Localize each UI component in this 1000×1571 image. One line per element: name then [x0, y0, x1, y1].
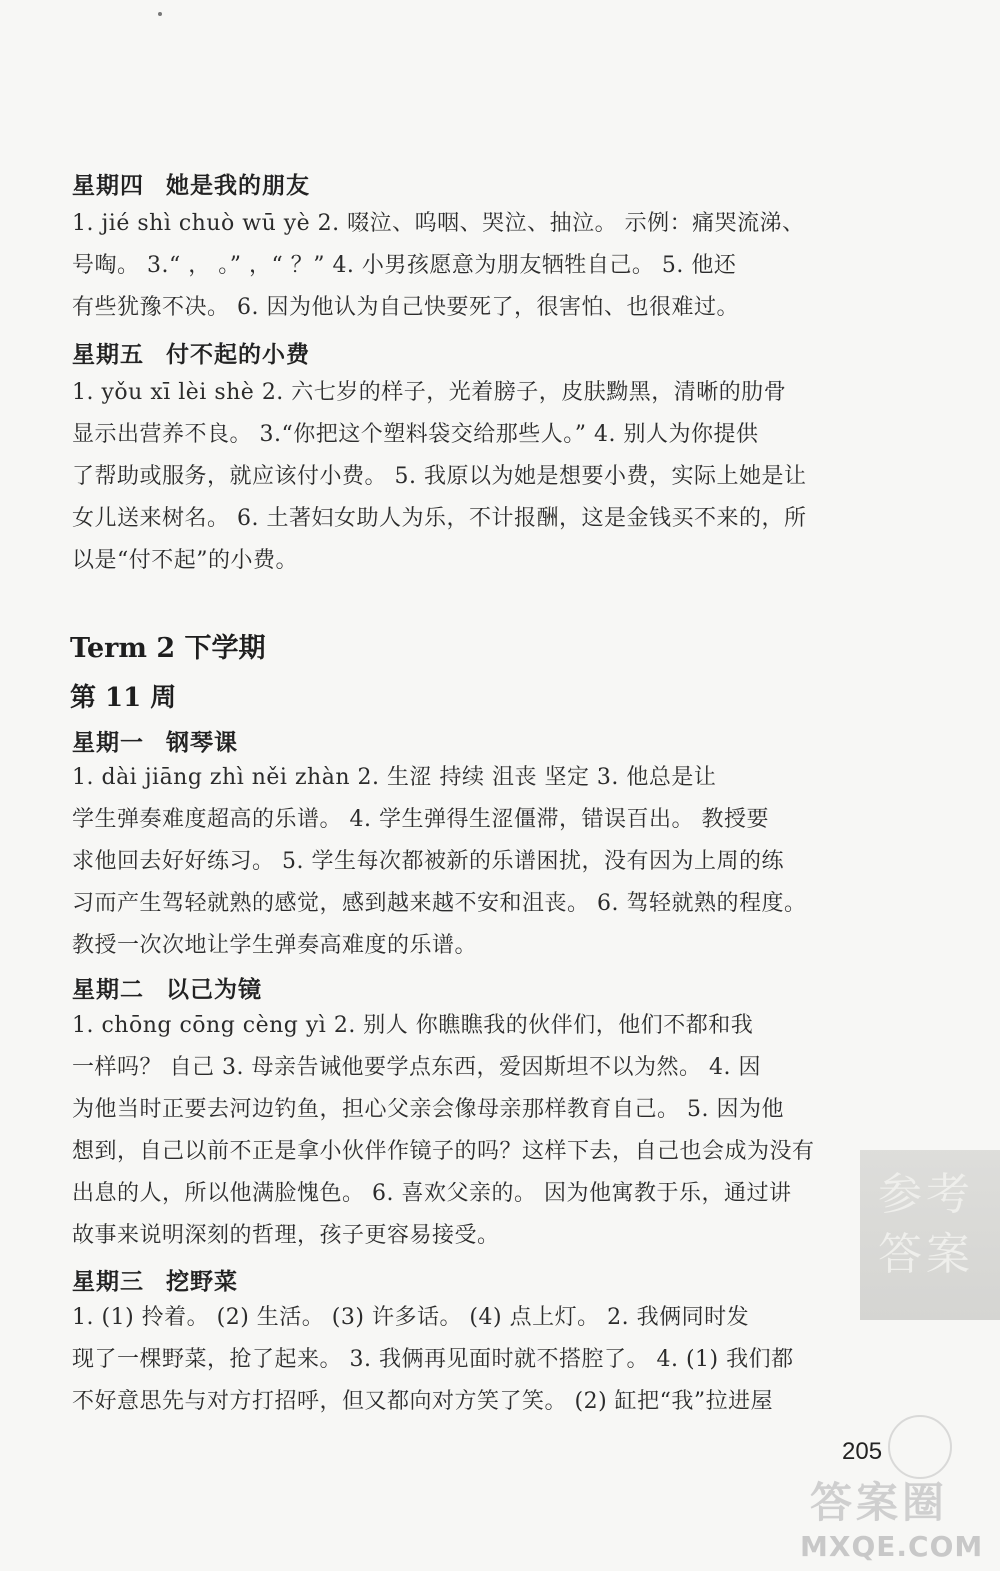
day-label: 星期三 — [72, 1269, 144, 1295]
answer-paragraph-thursday — [72, 203, 852, 329]
answer-line: 现了一棵野菜，抢了起来。 3. 我俩再见面时就不搭腔了。 4. (1) 我们都 — [72, 1347, 794, 1372]
section-title: 她是我的朋友 — [166, 173, 310, 199]
answer-line: 1. chōng cōng cèng yì 2. 别人 你瞧瞧我的伙伴们，他们不都和我 — [72, 1013, 754, 1038]
section-title: 挖野菜 — [166, 1269, 238, 1295]
day-label: 星期五 — [72, 342, 144, 368]
section-title: 付不起的小费 — [166, 342, 310, 368]
day-label: 星期四 — [72, 173, 144, 199]
day-label: 星期二 — [72, 977, 144, 1003]
scan-speck — [158, 12, 162, 16]
answer-line: 有些犹豫不决。 6. 因为他认为自己快要死了，很害怕、也很难过。 — [72, 295, 739, 320]
answer-line: 教授一次次地让学生弹奏高难度的乐谱。 — [72, 933, 478, 958]
answer-paragraph-monday — [72, 757, 852, 967]
section-heading-thursday — [72, 167, 310, 200]
section-title: 以己为镜 — [166, 977, 262, 1003]
answer-line: 号啕。 3.“ ， 。” ，“ ？” 4. 小男孩愿意为朋友牺牲自己。 5. 他还 — [72, 253, 737, 278]
answer-line: 习而产生驾轻就熟的感觉，感到越来越不安和沮丧。 6. 驾轻就熟的程度。 — [72, 891, 807, 916]
section-heading-friday — [72, 336, 310, 369]
answer-line: 为他当时正要去河边钓鱼，担心父亲会像母亲那样教育自己。 5. 因为他 — [72, 1097, 784, 1122]
answer-line: 1. jié shì chuò wū yè 2. 啜泣、呜咽、哭泣、抽泣。 示例：痛哭流涕、 — [72, 211, 805, 236]
section-title: 钢琴课 — [166, 730, 238, 756]
term-title: Term 2 下学期 — [70, 633, 266, 664]
watermark-text: 答案圈 — [810, 1478, 949, 1527]
answer-line: 不好意思先与对方打招呼，但又都向对方笑了笑。 (2) 缸把“我”拉进屋 — [72, 1389, 774, 1414]
watermark-logo — [770, 1470, 1000, 1570]
answer-line: 学生弹奏难度超高的乐谱。 4. 学生弹得生涩僵滞，错误百出。 教授要 — [72, 807, 769, 832]
page-number: 205 — [842, 1438, 883, 1465]
answer-paragraph-friday — [72, 372, 852, 582]
answer-line: 想到，自己以前不正是拿小伙伴作镜子的吗？这样下去，自己也会成为没有 — [72, 1139, 815, 1164]
section-heading-monday — [72, 724, 238, 757]
answer-line: 1. yǒu xī lèi shè 2. 六七岁的样子，光着膀子，皮肤黝黑，清晰的肋骨 — [72, 380, 787, 405]
week-title: 第 11 周 — [70, 683, 177, 713]
day-label: 星期一 — [72, 730, 144, 756]
answer-line: 了帮助或服务，就应该付小费。 5. 我原以为她是想要小费，实际上她是让 — [72, 464, 807, 489]
answer-line: 求他回去好好练习。 5. 学生每次都被新的乐谱困扰，没有因为上周的练 — [72, 849, 784, 874]
answer-line: 故事来说明深刻的哲理，孩子更容易接受。 — [72, 1223, 500, 1248]
section-heading-wednesday — [72, 1263, 238, 1296]
answer-line: 显示出营养不良。 3.“你把这个塑料袋交给那些人。” 4. 别人为你提供 — [72, 422, 759, 447]
section-heading-tuesday — [72, 971, 262, 1004]
watermark-url: MXQE.COM — [800, 1530, 984, 1563]
answer-line: 出息的人，所以他满脸愧色。 6. 喜欢父亲的。 因为他寓教于乐，通过讲 — [72, 1181, 792, 1206]
side-tab-label: 参考答案 — [878, 1169, 974, 1280]
answer-paragraph-wednesday — [72, 1297, 852, 1423]
answer-line: 女儿送来树名。 6. 土著妇女助人为乐，不计报酬，这是金钱买不来的，所 — [72, 506, 807, 531]
answer-line: 1. dài jiāng zhì něi zhàn 2. 生涩 持续 沮丧 坚定 3. 他总是让 — [72, 765, 717, 790]
answer-paragraph-tuesday — [72, 1005, 852, 1257]
answer-line: 一样吗？ 自己 3. 母亲告诫他要学点东西，爱因斯坦不以为然。 4. 因 — [72, 1055, 761, 1080]
answer-line: 1. (1) 拎着。 (2) 生活。 (3) 许多话。 (4) 点上灯。 2. 我俩同时发 — [72, 1305, 750, 1330]
answer-line: 以是“付不起”的小费。 — [72, 548, 298, 573]
